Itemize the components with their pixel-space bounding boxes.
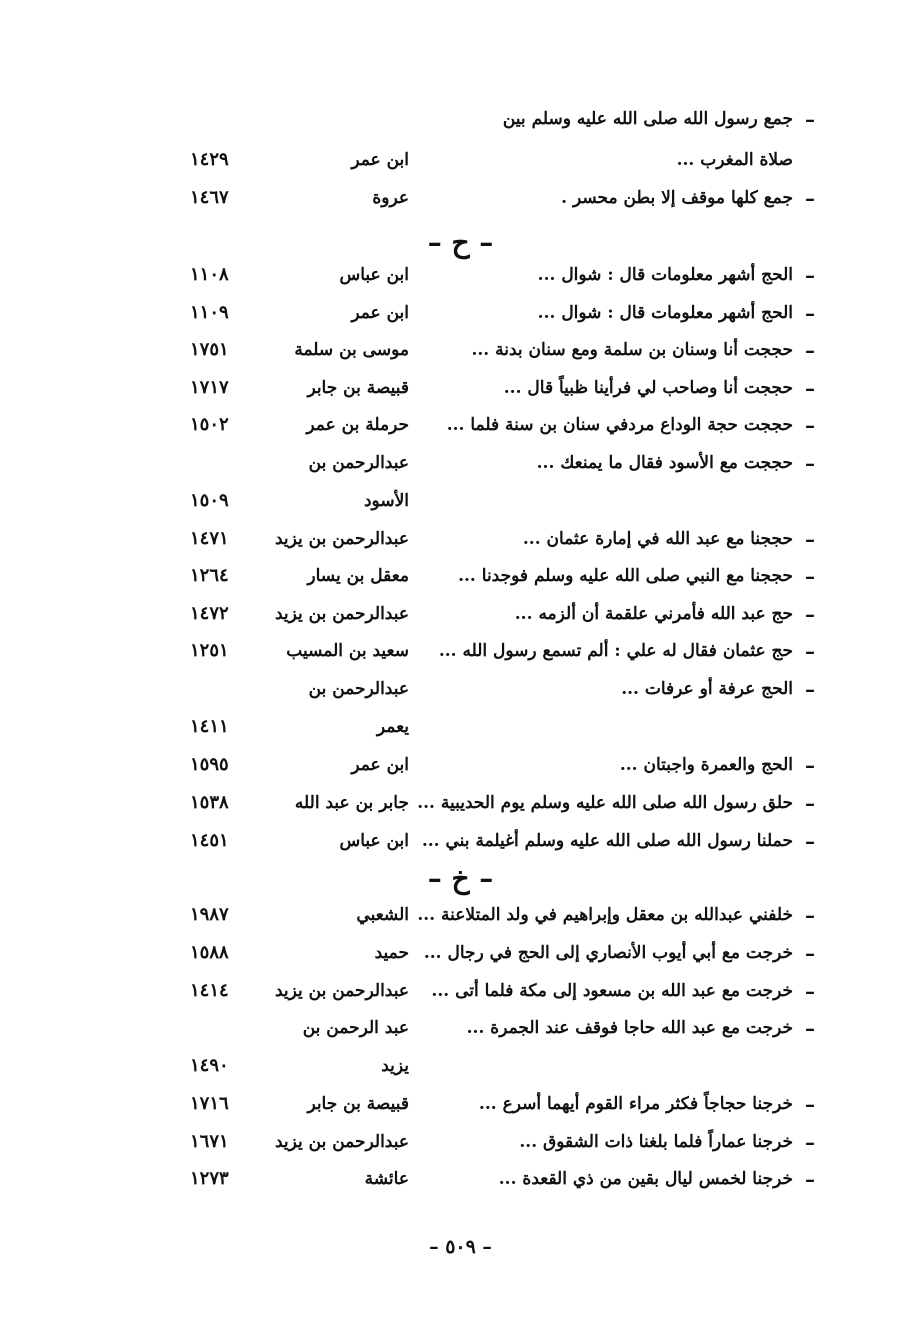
entry-narrator: ابن عباس <box>339 265 409 285</box>
entry-hadith-text: الحج والعمرة واجبتان ... <box>619 755 793 775</box>
entry-bullet-dash: – <box>805 527 815 551</box>
entry-hadith-text: حملنا رسول الله صلى الله عليه وسلم أغيلمة بني ... <box>421 831 793 851</box>
entry-hadith-number: ١٤١١ <box>190 716 229 737</box>
entry-hadith-text: حججنا مع عبد الله في إمارة عثمان ... <box>522 529 793 549</box>
entry-hadith-number: ١٥٣٨ <box>190 792 229 813</box>
index-entry <box>0 1087 921 1121</box>
entry-narrator: يعمر <box>376 717 409 737</box>
entry-hadith-text: الحج أشهر معلومات قال : شوال ... <box>537 303 793 323</box>
entry-bullet-dash: – <box>805 979 815 1003</box>
entry-narrator: حميد <box>374 943 409 963</box>
entry-hadith-text: حج عثمان فقال له علي : ألم تسمع رسول الله ... <box>438 641 793 661</box>
entry-hadith-text: خرجنا عماراً فلما بلغنا ذات الشقوق ... <box>519 1132 793 1152</box>
index-entry <box>0 634 921 668</box>
index-entry <box>0 559 921 593</box>
entry-narrator: عبدالرحمن بن يزيد <box>274 604 409 624</box>
entry-narrator: عبدالرحمن بن <box>308 453 409 473</box>
entry-hadith-number: ١٩٨٧ <box>190 904 229 925</box>
entry-narrator: قبيصة بن جابر <box>307 1094 409 1114</box>
entry-hadith-text: الحج أشهر معلومات قال : شوال ... <box>537 265 793 285</box>
entry-hadith-number: ١٢٥١ <box>190 640 229 661</box>
entry-bullet-dash: – <box>805 791 815 815</box>
index-entry <box>0 522 921 556</box>
entry-narrator: عائشة <box>364 1169 409 1189</box>
entry-narrator: ابن عباس <box>339 831 409 851</box>
page-number: – ٥٠٩ – <box>429 1236 492 1258</box>
entry-bullet-dash <box>798 1049 822 1083</box>
entry-narrator: قبيصة بن جابر <box>307 378 409 398</box>
entry-hadith-number <box>190 672 280 706</box>
entry-bullet-dash: – <box>805 376 815 400</box>
entry-narrator: عبدالرحمن بن <box>308 679 409 699</box>
index-entry <box>0 672 921 706</box>
index-entry <box>0 1125 921 1159</box>
entry-bullet-dash: – <box>805 1016 815 1040</box>
entry-hadith-number: ١٤٩٠ <box>190 1055 229 1076</box>
entry-hadith-number: ١٦٧١ <box>190 1131 229 1152</box>
entry-hadith-number: ١٤٢٩ <box>190 149 229 170</box>
entry-hadith-text: صلاة المغرب ... <box>676 150 793 170</box>
index-entry <box>0 371 921 405</box>
entry-hadith-text: حج عبد الله فأمرني علقمة أن ألزمه ... <box>514 604 793 624</box>
entry-hadith-number: ١٤٧١ <box>190 528 229 549</box>
entry-hadith-number: ١٤١٤ <box>190 980 229 1001</box>
entry-hadith-number: ١٧١٦ <box>190 1093 229 1114</box>
entry-bullet-dash: – <box>805 903 815 927</box>
entry-hadith-text <box>403 710 793 744</box>
entry-bullet-dash: – <box>805 451 815 475</box>
entry-hadith-text: خرجت مع أبي أيوب الأنصاري إلى الحج في رجال ... <box>423 943 793 963</box>
entry-bullet-dash: – <box>805 753 815 777</box>
entry-narrator: ابن عمر <box>351 755 409 775</box>
entry-bullet-dash: – <box>805 677 815 701</box>
entry-narrator: عبد الرحمن بن <box>302 1018 409 1038</box>
entry-narrator: الأسود <box>363 491 409 511</box>
index-entry <box>0 1011 921 1045</box>
entry-hadith-text: خرجت مع عبد الله بن مسعود إلى مكة فلما أتى ... <box>431 981 793 1001</box>
index-entry <box>0 824 921 858</box>
index-entry <box>0 1049 921 1083</box>
entry-narrator: ابن عمر <box>351 303 409 323</box>
index-entry <box>0 974 921 1008</box>
index-entry <box>0 748 921 782</box>
entry-hadith-number: ١٢٧٣ <box>190 1168 229 1189</box>
entry-bullet-dash: – <box>805 1167 815 1191</box>
entry-hadith-number: ١٥٠٢ <box>190 414 229 435</box>
entry-narrator: معقل بن يسار <box>307 566 409 586</box>
entry-bullet-dash: – <box>805 941 815 965</box>
entry-hadith-number: ١١٠٩ <box>190 302 229 323</box>
entry-hadith-text: خرجت مع عبد الله حاجا فوقف عند الجمرة ... <box>466 1018 793 1038</box>
entry-narrator <box>269 102 409 136</box>
index-entry <box>0 710 921 744</box>
entry-narrator: الشعبي <box>356 905 409 925</box>
entry-bullet-dash: – <box>805 338 815 362</box>
entry-narrator: موسى بن سلمة <box>294 340 409 360</box>
index-entry <box>0 258 921 292</box>
index-entry <box>0 786 921 820</box>
entry-hadith-text: حججت أنا وصاحب لي فرأينا ظبياً قال ... <box>503 378 793 398</box>
index-entry <box>0 296 921 330</box>
entry-hadith-text: حججت مع الأسود فقال ما يمنعك ... <box>536 453 793 473</box>
entry-narrator: يزيد <box>381 1056 409 1076</box>
index-entry <box>0 936 921 970</box>
entry-narrator: عبدالرحمن بن يزيد <box>274 529 409 549</box>
entry-hadith-text: جمع كلها موقف إلا بطن محسر . <box>561 188 793 208</box>
index-entry <box>0 1162 921 1196</box>
entry-hadith-number: ١٧١٧ <box>190 377 229 398</box>
entry-narrator: حرملة بن عمر <box>306 415 409 435</box>
entry-bullet-dash: – <box>805 186 815 210</box>
section-heading-kha: – خ – <box>427 862 494 895</box>
entry-bullet-dash: – <box>805 263 815 287</box>
entry-narrator: عبدالرحمن بن يزيد <box>274 981 409 1001</box>
index-entry <box>0 102 921 136</box>
entry-hadith-text <box>403 484 793 518</box>
index-entry <box>0 408 921 442</box>
entry-hadith-number: ١٢٦٤ <box>190 565 229 586</box>
entry-bullet-dash <box>798 484 822 518</box>
entry-hadith-text: الحج عرفة أو عرفات ... <box>621 679 793 699</box>
entry-hadith-text: خرجنا لخمس ليال بقين من ذي القعدة ... <box>498 1169 793 1189</box>
entry-bullet-dash <box>798 710 822 744</box>
index-entry <box>0 597 921 631</box>
entry-hadith-text: خرجنا حجاجاً فكثر مراء القوم أيهما أسرع ... <box>478 1094 793 1114</box>
entry-bullet-dash: – <box>805 413 815 437</box>
entry-bullet-dash: – <box>805 1092 815 1116</box>
entry-hadith-text <box>403 1049 793 1083</box>
entry-bullet-dash <box>798 143 822 177</box>
entry-bullet-dash: – <box>805 1130 815 1154</box>
entry-narrator: ابن عمر <box>351 150 409 170</box>
entry-hadith-number: ١٥٩٥ <box>190 754 229 775</box>
entry-bullet-dash: – <box>805 107 815 131</box>
entry-hadith-number: ١٥٠٩ <box>190 490 229 511</box>
index-entry <box>0 333 921 367</box>
index-entry <box>0 143 921 177</box>
index-entry <box>0 898 921 932</box>
entry-bullet-dash: – <box>805 564 815 588</box>
entry-narrator: عبدالرحمن بن يزيد <box>274 1132 409 1152</box>
entry-hadith-text: خلفني عبدالله بن معقل وإبراهيم في ولد المتلاعنة ... <box>417 905 793 925</box>
entry-hadith-text: حججنا مع النبي صلى الله عليه وسلم فوجدنا ... <box>458 566 793 586</box>
index-entry <box>0 446 921 480</box>
entry-hadith-number: ١١٠٨ <box>190 264 229 285</box>
entry-hadith-number: ١٤٧٢ <box>190 603 229 624</box>
entry-hadith-text: حججت حجة الوداع مردفي سنان بن سنة فلما ... <box>446 415 793 435</box>
entry-hadith-number: ١٥٨٨ <box>190 942 229 963</box>
entry-hadith-number: ١٤٦٧ <box>190 187 229 208</box>
entry-hadith-number <box>190 102 280 136</box>
entry-hadith-number <box>190 446 280 480</box>
entry-hadith-text: حججت أنا وسنان بن سلمة ومع سنان بدنة ... <box>471 340 793 360</box>
entry-bullet-dash: – <box>805 602 815 626</box>
entry-hadith-text: حلق رسول الله صلى الله عليه وسلم يوم الحديبية ... <box>417 793 793 813</box>
entry-bullet-dash: – <box>805 301 815 325</box>
entry-hadith-number: ١٧٥١ <box>190 339 229 360</box>
entry-bullet-dash: – <box>805 639 815 663</box>
entry-hadith-number: ١٤٥١ <box>190 830 229 851</box>
entry-hadith-text: جمع رسول الله صلى الله عليه وسلم بين <box>502 109 793 129</box>
entry-narrator: سعيد بن المسيب <box>286 641 409 661</box>
index-entry <box>0 181 921 215</box>
entry-hadith-number <box>190 1011 280 1045</box>
entry-narrator: جابر بن عبد الله <box>294 793 409 813</box>
section-heading-ha: – ح – <box>427 226 494 259</box>
index-entry <box>0 484 921 518</box>
entry-bullet-dash: – <box>805 829 815 853</box>
entry-narrator: عروة <box>372 188 409 208</box>
